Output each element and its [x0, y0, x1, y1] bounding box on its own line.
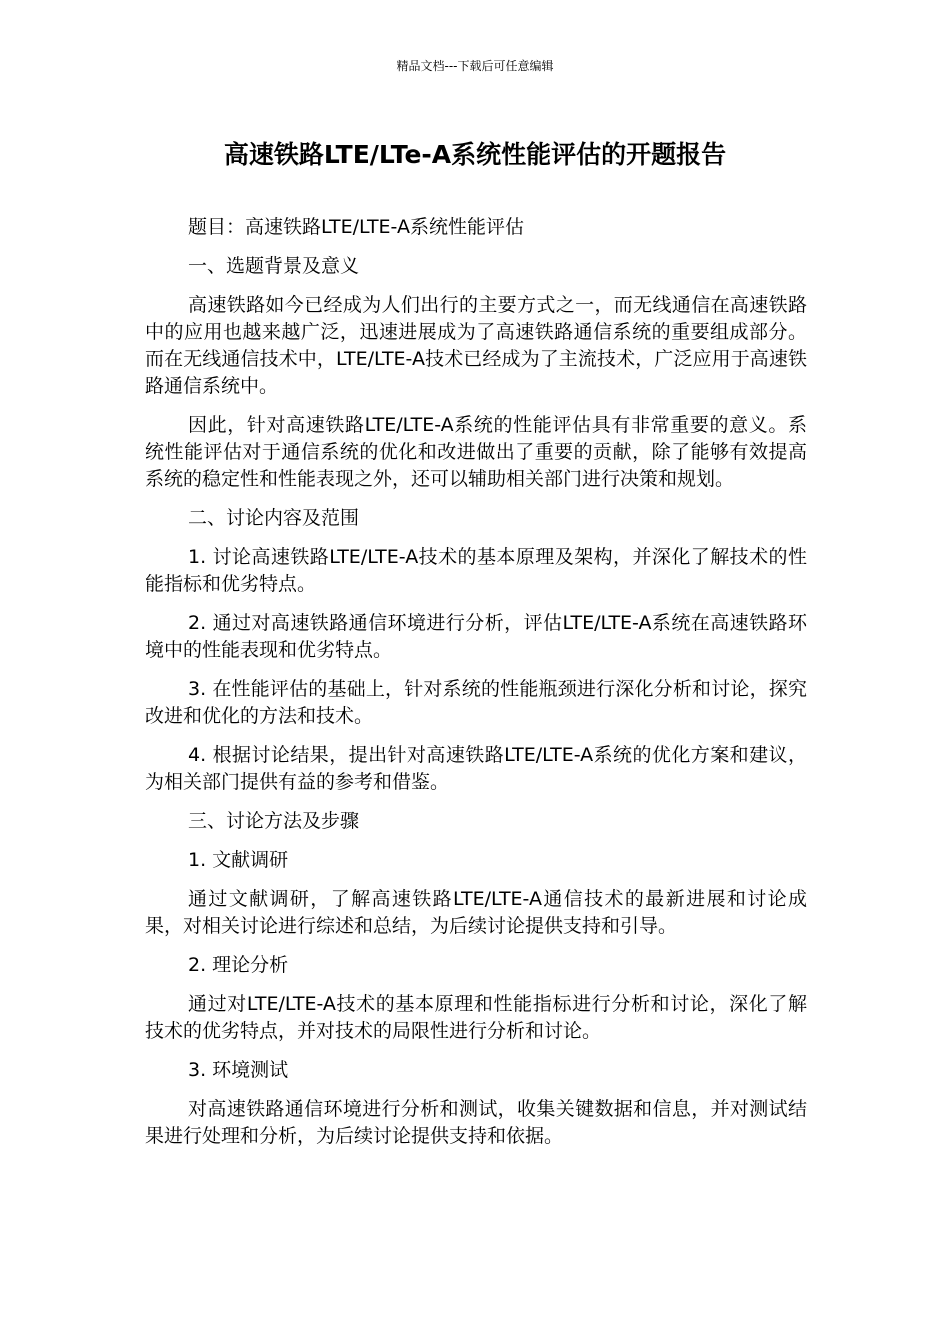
- method-heading-3: 3. 环境测试: [188, 1059, 289, 1081]
- scope-item-1: 1. 讨论高速铁路LTE/LTE-A技术的基本原理及架构，并深化了解技术的性能指标和优劣特点。: [145, 546, 807, 595]
- section-heading-methods: 三、讨论方法及步骤: [188, 810, 360, 832]
- scope-item-2: 2. 通过对高速铁路通信环境进行分析，评估LTE/LTE-A系统在高速铁路环境中的性能表现和优劣特点。: [145, 612, 807, 661]
- method-heading-2: 2. 理论分析: [188, 954, 289, 976]
- method-paragraph-3: 对高速铁路通信环境进行分析和测试，收集关键数据和信息，并对测试结果进行处理和分析，为后续讨论提供支持和依据。: [145, 1098, 807, 1147]
- section-heading-background: 一、选题背景及意义: [188, 255, 360, 277]
- document-body: [145, 214, 807, 1162]
- document-title: 高速铁路LTE/LTe-A系统性能评估的开题报告: [223, 140, 727, 169]
- scope-item-3: 3. 在性能评估的基础上，针对系统的性能瓶颈进行深化分析和讨论，探究改进和优化的方法和技术。: [145, 678, 807, 727]
- method-heading-1: 1. 文献调研: [188, 849, 289, 871]
- scope-item-4: 4. 根据讨论结果，提出针对高速铁路LTE/LTE-A系统的优化方案和建议，为相关部门提供有益的参考和借鉴。: [145, 744, 807, 793]
- paragraph-background-1: 高速铁路如今已经成为人们出行的主要方式之一，而无线通信在高速铁路中的应用也越来越广泛，迅速进展成为了高速铁路通信系统的重要组成部分。而在无线通信技术中，LTE/LTE-A技术已经成为了主流技术，广泛应用于高速铁路通信系统中。: [145, 294, 807, 397]
- method-paragraph-1: 通过文献调研，了解高速铁路LTE/LTE-A通信技术的最新进展和讨论成果，对相关讨论进行综述和总结，为后续讨论提供支持和引导。: [145, 888, 807, 937]
- paragraph-background-2: 因此，针对高速铁路LTE/LTE-A系统的性能评估具有非常重要的意义。系统性能评估对于通信系统的优化和改进做出了重要的贡献，除了能够有效提高系统的稳定性和性能表现之外，还可以辅助相关部门进行决策和规划。: [145, 414, 807, 490]
- method-paragraph-2: 通过对LTE/LTE-A技术的基本原理和性能指标进行分析和讨论，深化了解技术的优劣特点，并对技术的局限性进行分析和讨论。: [145, 993, 807, 1042]
- section-heading-scope: 二、讨论内容及范围: [188, 507, 360, 529]
- topic-line: 题目：高速铁路LTE/LTE-A系统性能评估: [188, 216, 524, 238]
- header-note: 精品文档---下载后可任意编辑: [396, 59, 554, 73]
